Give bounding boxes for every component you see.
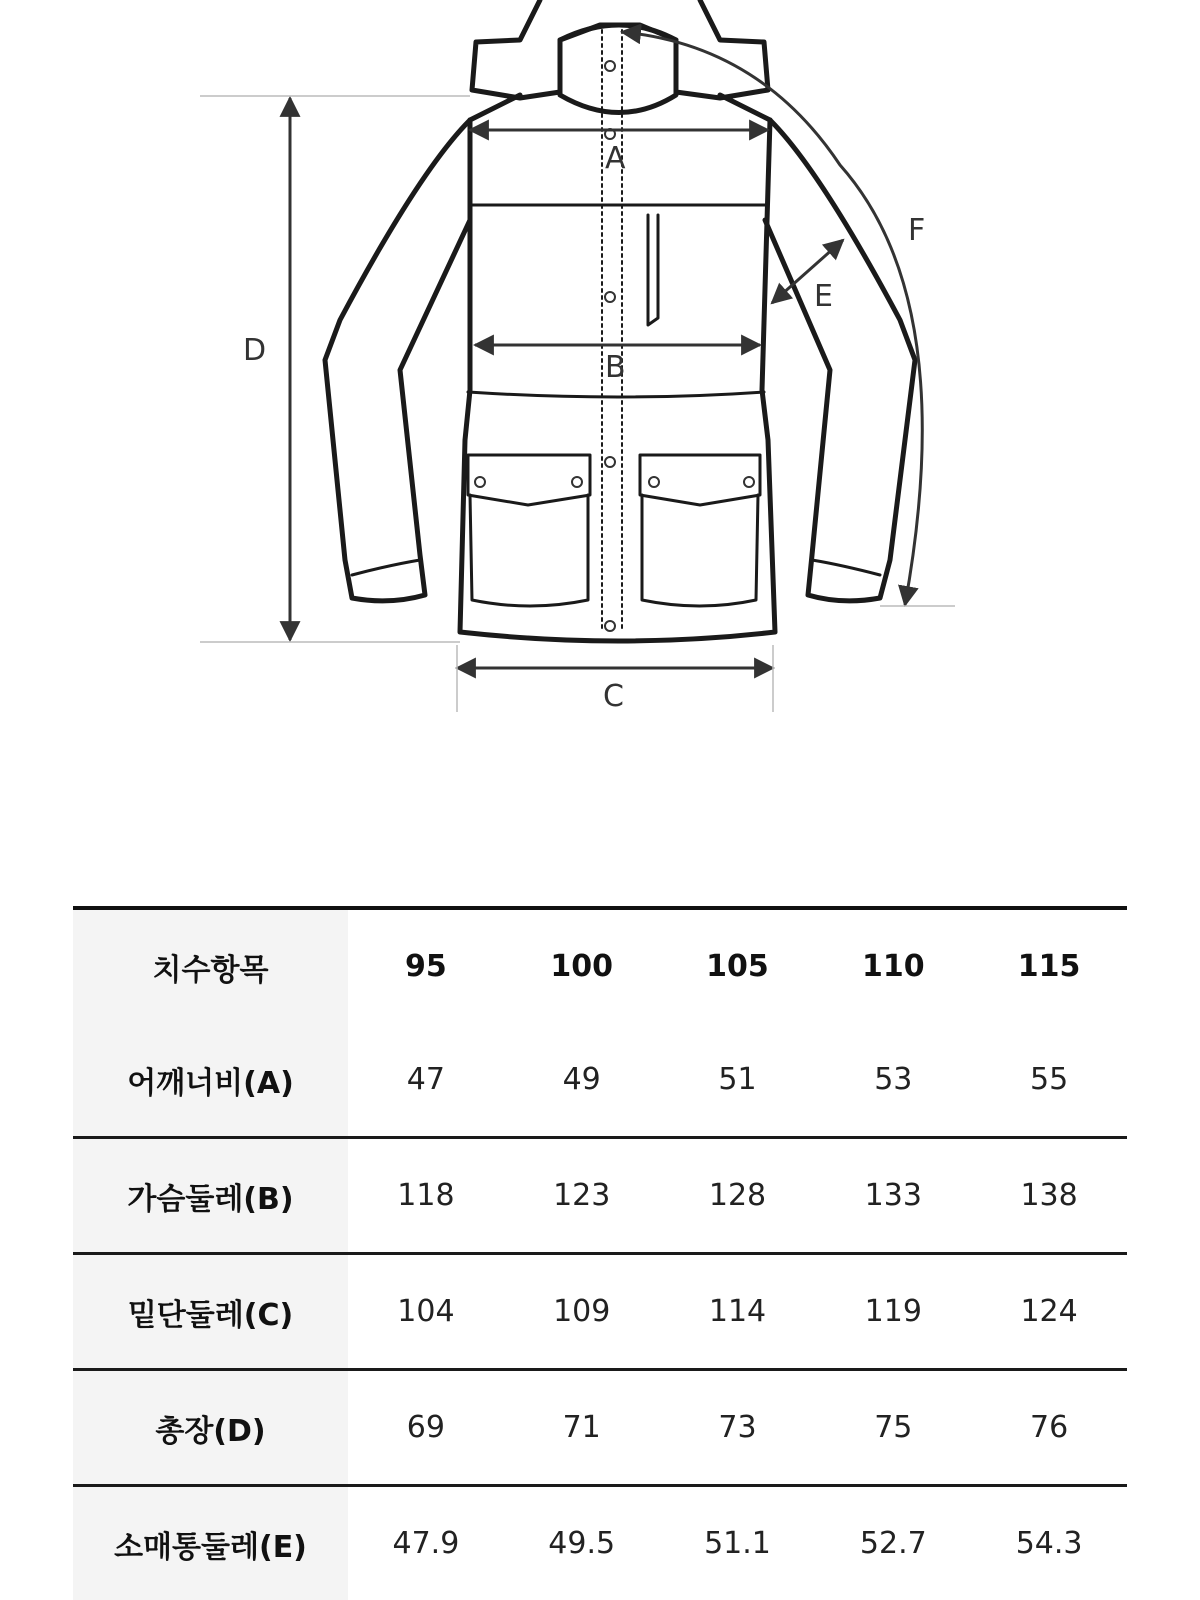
label-a: A bbox=[605, 141, 626, 176]
row-label: 가슴둘레(B) bbox=[73, 1138, 348, 1254]
table-cell: 124 bbox=[1020, 1294, 1078, 1329]
table-row bbox=[73, 1138, 1127, 1254]
table-cell: 76 bbox=[1030, 1410, 1069, 1445]
row-label: 총장(D) bbox=[73, 1370, 348, 1486]
table-cell: 104 bbox=[397, 1294, 455, 1329]
table-cell: 53 bbox=[874, 1062, 913, 1097]
size-header: 110 bbox=[861, 949, 925, 984]
label-e: E bbox=[814, 279, 833, 314]
table-cell: 133 bbox=[864, 1178, 922, 1213]
table-cell: 47.9 bbox=[392, 1526, 460, 1561]
table-cell: 114 bbox=[708, 1294, 767, 1329]
table-cell: 51.1 bbox=[704, 1526, 771, 1561]
row-label: 밑단둘레(C) bbox=[73, 1254, 348, 1370]
table-cell: 54.3 bbox=[1015, 1526, 1083, 1561]
label-b: B bbox=[605, 350, 626, 385]
size-header: 95 bbox=[405, 949, 447, 984]
table-cell: 49.5 bbox=[548, 1526, 616, 1561]
size-header-row bbox=[73, 908, 1127, 1023]
table-cell: 49 bbox=[562, 1062, 601, 1097]
size-header: 105 bbox=[706, 949, 769, 984]
table-cell: 75 bbox=[874, 1410, 913, 1445]
table-cell: 118 bbox=[397, 1178, 455, 1213]
reference-lines bbox=[200, 96, 955, 712]
table-row bbox=[73, 1486, 1127, 1600]
table-cell: 71 bbox=[562, 1410, 601, 1445]
label-d: D bbox=[243, 333, 267, 368]
table-cell: 138 bbox=[1020, 1178, 1078, 1213]
table-cell: 51 bbox=[718, 1062, 757, 1097]
table-cell: 73 bbox=[718, 1410, 757, 1445]
table-cell: 47 bbox=[406, 1062, 445, 1097]
label-f: F bbox=[908, 213, 926, 248]
header-label: 치수항목 bbox=[73, 908, 348, 1023]
table-cell: 123 bbox=[553, 1178, 611, 1213]
jacket-measurement-diagram bbox=[0, 0, 1200, 760]
row-label: 어깨너비(A) bbox=[73, 1023, 348, 1138]
table-cell: 69 bbox=[406, 1410, 445, 1445]
table-row bbox=[73, 1370, 1127, 1486]
table-cell: 109 bbox=[553, 1294, 611, 1329]
table-cell: 52.7 bbox=[859, 1526, 927, 1561]
table-row bbox=[73, 1023, 1127, 1138]
table-cell: 119 bbox=[864, 1294, 922, 1329]
size-chart-table bbox=[73, 906, 1127, 1600]
table-row bbox=[73, 1254, 1127, 1370]
row-label: 소매통둘레(E) bbox=[73, 1486, 348, 1600]
table-cell: 55 bbox=[1030, 1062, 1069, 1097]
label-c: C bbox=[603, 679, 624, 714]
size-header: 115 bbox=[1017, 949, 1081, 984]
table-cell: 128 bbox=[708, 1178, 767, 1213]
size-header: 100 bbox=[550, 949, 613, 984]
